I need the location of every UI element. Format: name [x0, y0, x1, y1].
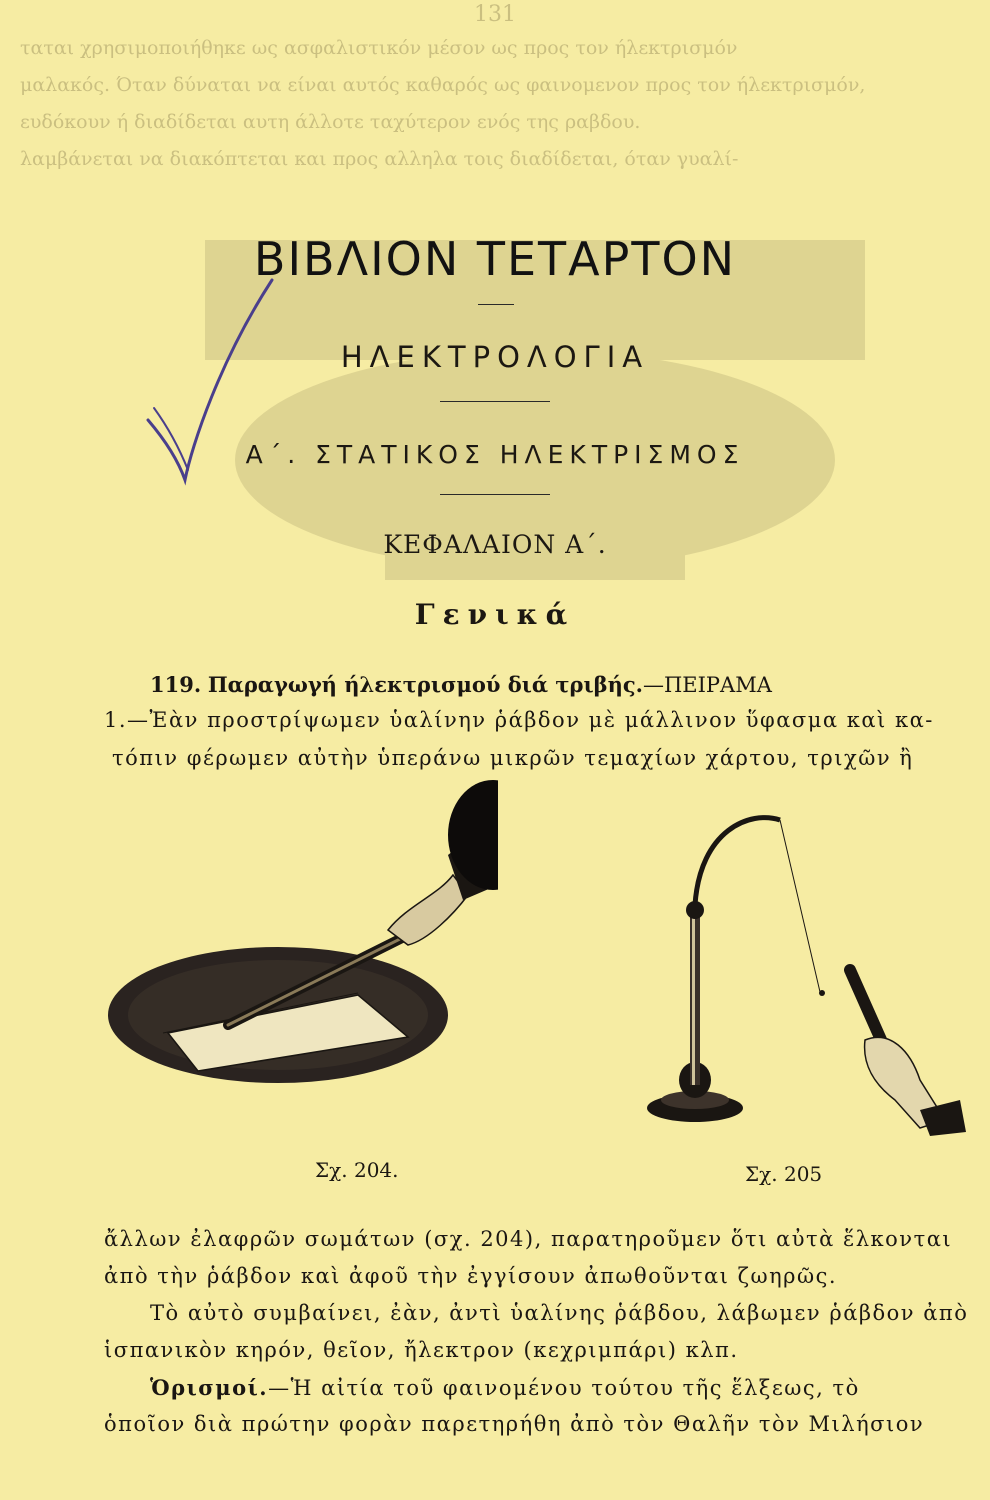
paragraph-title: Παραγωγή ήλεκτρισμού διά τριβής. — [207, 672, 643, 697]
book-title: ΒΙΒΛΙΟΝ ΤΕΤΑΡΤΟΝ — [253, 232, 737, 286]
text-line: Τὸ αὐτὸ συμβαίνει, ἐὰν, ἀντὶ ὑαλίνης ῥάβδου, λάβωμεν ῥάβδον ἀπὸ — [150, 1301, 969, 1325]
bleed-line: ταται χρησιμοποιήθηκε ως ασφαλιστικόν μέσον ως προς τον ήλεκτρισμόν — [20, 37, 738, 59]
figure-204-caption: Σχ. 204. — [315, 1158, 399, 1182]
text-line: ἄλλων ἐλαφρῶν σωμάτων (σχ. 204), παρατηροῦμεν ὅτι αὐτὰ ἕλκονται — [104, 1227, 953, 1251]
subject-title: ΗΛΕΚΤΡΟΛΟΓΙΑ — [340, 340, 650, 374]
text-line: ὁποῖον διὰ πρώτην φορὰν παρετηρήθη ἀπὸ τὸν Θαλῆν τὸν Μιλήσιον — [104, 1412, 925, 1436]
divider — [478, 304, 514, 305]
subheading: Γενικά — [414, 598, 576, 631]
text-line: τόπιν φέρωμεν αὐτὴν ὑπεράνω μικρῶν τεμαχίων χάρτου, τριχῶν ἢ — [112, 746, 914, 770]
text-line: 1.—Ἐὰν προστρίψωμεν ὑαλίνην ῥάβδον μὲ μάλλινον ὕφασμα καὶ κα- — [104, 708, 934, 732]
paragraph-heading — [150, 672, 970, 697]
bleed-line: ευδόκουν ή διαδίδεται αυτη άλλοτε ταχύτερον ενός της ραβδου. — [20, 111, 641, 133]
section-title: Α΄. ΣΤΑΤΙΚΟΣ ΗΛΕΚΤΡΙΣΜΟΣ — [245, 440, 745, 469]
figure-205-illustration — [640, 810, 970, 1140]
definitions-label: Ὁρισμοί. — [150, 1375, 269, 1400]
figure-204-illustration — [108, 775, 498, 1095]
bleed-page-number: 131 — [474, 2, 516, 27]
divider — [440, 401, 550, 402]
paragraph-tail: —ΠΕΙΡΑΜΑ — [642, 673, 772, 697]
text-line: ἱσπανικὸν κηρόν, θεῖον, ἤλεκτρον (κεχριμπάρι) κλπ. — [104, 1338, 739, 1362]
bleed-line: λαμβάνεται να διακόπτεται και προς αλληλα τοις διαδίδεται, όταν γυαλί- — [20, 148, 739, 170]
text-line: ἀπὸ τὴν ῥάβδον καὶ ἀφοῦ τὴν ἐγγίσουν ἀπωθοῦνται ζωηρῶς. — [104, 1264, 838, 1288]
chapter-title: ΚΕΦΑΛΑΙΟΝ Α΄. — [383, 530, 607, 559]
definitions-line — [150, 1375, 970, 1400]
divider — [440, 494, 550, 495]
definitions-text: —Ἡ αἰτία τοῦ φαινομένου τούτου τῆς ἕλξεως, τὸ — [268, 1376, 860, 1400]
paragraph-number: 119. — [150, 672, 202, 697]
bleed-through-text — [0, 0, 990, 200]
figure-205-caption: Σχ. 205 — [745, 1162, 823, 1186]
bleed-line: μαλακός. Όταν δύναται να είναι αυτός καθαρός ως φαινομενον προς τον ήλεκτρισμόν, — [20, 74, 866, 96]
